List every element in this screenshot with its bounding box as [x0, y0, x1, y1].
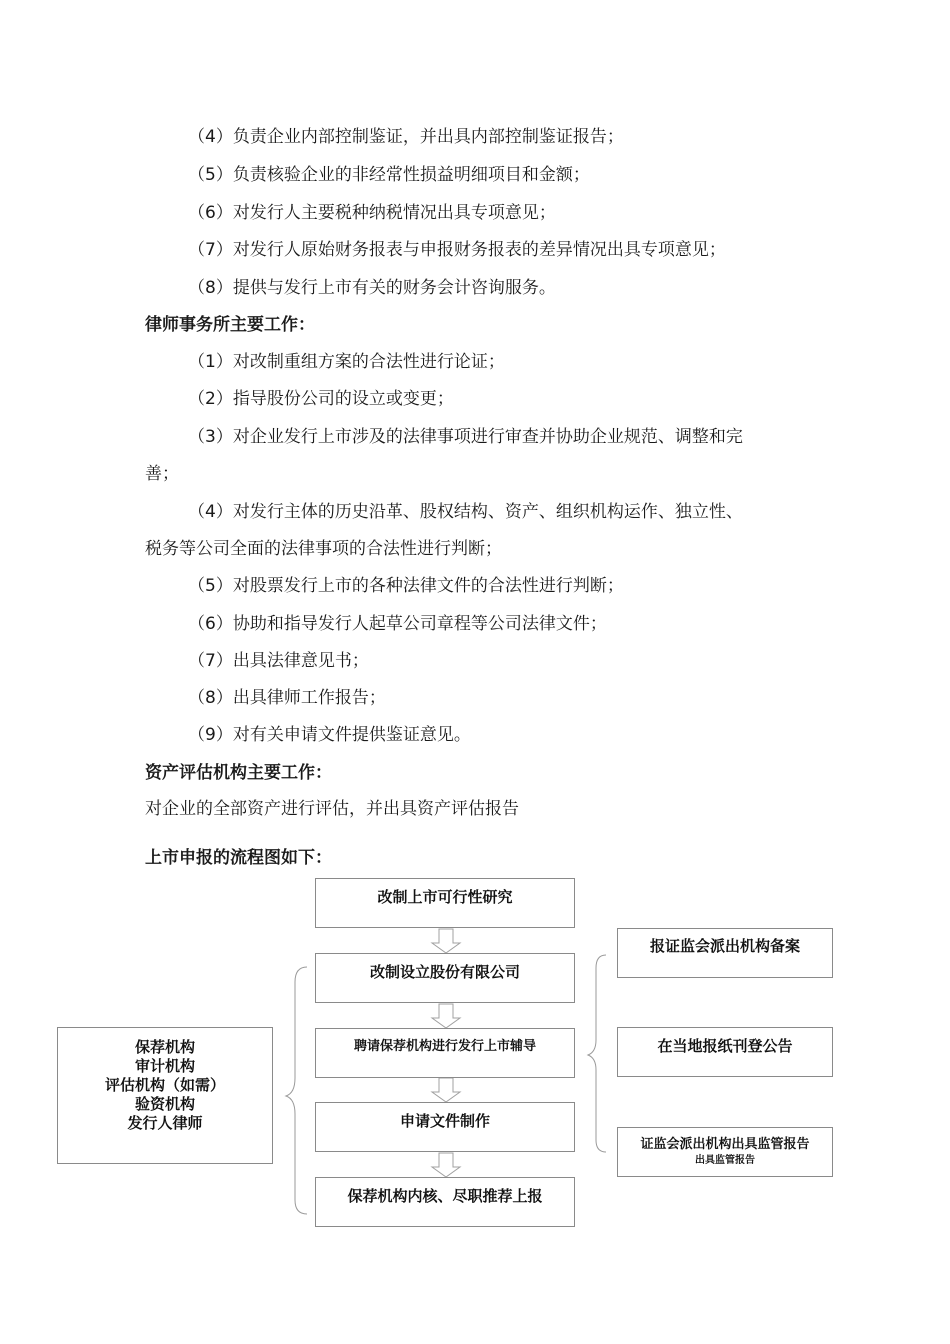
text-line: （8）提供与发行上市有关的财务会计咨询服务。: [188, 278, 556, 298]
right-box-label: 证监会派出机构出具监管报告: [640, 1137, 810, 1152]
participant-label: 审计机构: [134, 1057, 195, 1075]
text-line: （1）对改制重组方案的合法性进行论证；: [188, 352, 505, 372]
text-line: （8）出具律师工作报告；: [188, 688, 386, 708]
left-brace-icon: [286, 967, 307, 1214]
participants-box: [57, 1027, 273, 1164]
down-arrow-icon: [432, 929, 460, 953]
text-line: （3）对企业发行上市涉及的法律事项进行审查并协助企业规范、调整和完: [188, 427, 743, 447]
right-box-announcement: [617, 1027, 833, 1077]
section-heading-asset: 资产评估机构主要工作：: [145, 763, 332, 783]
text-line: （7）出具法律意见书；: [188, 651, 369, 671]
left-brace-icon: [588, 955, 606, 1152]
text-line: （5）对股票发行上市的各种法律文件的合法性进行判断；: [188, 576, 624, 596]
text-line: （2）指导股份公司的设立或变更；: [188, 389, 454, 409]
text-line: （4）对发行主体的历史沿革、股权结构、资产、组织机构运作、独立性、: [188, 502, 743, 522]
participant-label: 发行人律师: [127, 1114, 203, 1132]
flow-step-label: 申请文件制作: [399, 1112, 490, 1130]
down-arrow-icon: [432, 1078, 460, 1102]
flow-step-label: 保荐机构内核、尽职推荐上报: [347, 1187, 543, 1205]
flow-step-label: 改制上市可行性研究: [377, 888, 513, 906]
right-box-sublabel: 出具监管报告: [695, 1155, 755, 1166]
flow-step-tutoring: [315, 1028, 575, 1078]
section-heading-flow: 上市申报的流程图如下：: [145, 848, 332, 868]
down-arrow-icon: [432, 1004, 460, 1028]
flow-step-documents: [315, 1102, 575, 1152]
text-line: （6）协助和指导发行人起草公司章程等公司法律文件；: [188, 614, 607, 634]
right-box-label: 报证监会派出机构备案: [649, 937, 800, 955]
right-box-label: 在当地报纸刊登公告: [657, 1037, 793, 1055]
flow-step-establish: [315, 953, 575, 1003]
section-heading-law: 律师事务所主要工作：: [145, 315, 315, 335]
flow-step-label: 聘请保荐机构进行发行上市辅导: [353, 1039, 536, 1054]
flow-step-label: 改制设立股份有限公司: [369, 963, 520, 981]
down-arrow-icon: [432, 1153, 460, 1177]
right-box-supervision: [617, 1127, 833, 1177]
participant-label: 保荐机构: [134, 1038, 195, 1056]
participant-label: 评估机构（如需）: [104, 1076, 225, 1094]
flow-step-submit: [315, 1177, 575, 1227]
text-line: （4）负责企业内部控制鉴证，并出具内部控制鉴证报告；: [188, 127, 624, 147]
text-line: 税务等公司全面的法律事项的合法性进行判断；: [145, 539, 502, 559]
participant-label: 验资机构: [134, 1095, 195, 1113]
right-box-filing: [617, 928, 833, 978]
flow-step-feasibility: [315, 878, 575, 928]
text-line: （7）对发行人原始财务报表与申报财务报表的差异情况出具专项意见；: [188, 240, 726, 260]
text-line: （5）负责核验企业的非经常性损益明细项目和金额；: [188, 165, 590, 185]
text-line: （9）对有关申请文件提供鉴证意见。: [188, 725, 471, 745]
text-line: 对企业的全部资产进行评估，并出具资产评估报告: [145, 799, 519, 819]
text-line: （6）对发行人主要税种纳税情况出具专项意见；: [188, 203, 556, 223]
text-line: 善；: [145, 464, 179, 484]
